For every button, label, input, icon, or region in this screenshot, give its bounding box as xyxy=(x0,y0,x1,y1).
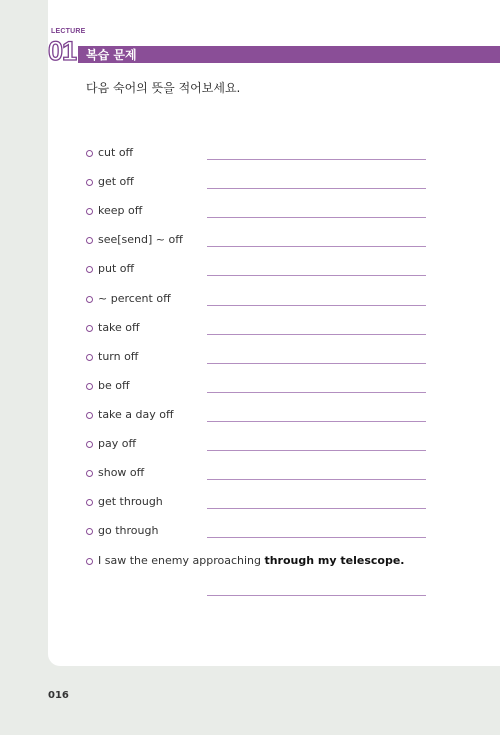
term-label: ~ percent off xyxy=(98,292,171,305)
term-label: cut off xyxy=(98,146,134,159)
term-label: get through xyxy=(98,495,163,508)
answer-line[interactable] xyxy=(207,421,426,422)
term-label: keep off xyxy=(98,204,143,217)
exercise-item xyxy=(86,437,446,455)
term-label: put off xyxy=(98,262,135,275)
bullet-icon xyxy=(86,325,93,332)
exercise-item xyxy=(86,524,446,542)
exercise-item xyxy=(86,204,446,222)
bullet-icon xyxy=(86,296,93,303)
sentence-text xyxy=(98,554,404,568)
term-label: take off xyxy=(98,321,140,334)
instruction-text: 다음 숙어의 뜻을 적어보세요. xyxy=(86,81,241,95)
answer-line[interactable] xyxy=(207,246,426,247)
bullet-icon xyxy=(86,412,93,419)
bullet-icon xyxy=(86,383,93,390)
bullet-icon xyxy=(86,499,93,506)
sentence-plain: I saw the enemy approaching xyxy=(98,554,265,567)
exercise-item xyxy=(86,233,446,251)
term-label: pay off xyxy=(98,437,137,450)
sentence-bold: through my telescope. xyxy=(264,554,405,567)
answer-line[interactable] xyxy=(207,450,426,451)
bullet-icon xyxy=(86,354,93,361)
sentence-item xyxy=(86,554,446,572)
title-bar xyxy=(78,46,500,63)
exercise-item xyxy=(86,466,446,484)
answer-line[interactable] xyxy=(207,537,426,538)
bullet-icon xyxy=(86,470,93,477)
answer-line[interactable] xyxy=(207,159,426,160)
page-number: 016 xyxy=(48,690,69,701)
exercise-item xyxy=(86,350,446,368)
bullet-icon xyxy=(86,558,93,565)
answer-line[interactable] xyxy=(207,392,426,393)
section-title: 복습 문제 xyxy=(86,48,137,62)
lecture-label: LECTURE xyxy=(51,28,86,35)
term-label: show off xyxy=(98,466,145,479)
bullet-icon xyxy=(86,441,93,448)
term-label: go through xyxy=(98,524,159,537)
answer-line[interactable] xyxy=(207,508,426,509)
answer-line[interactable] xyxy=(207,305,426,306)
term-label: be off xyxy=(98,379,130,392)
answer-line[interactable] xyxy=(207,479,426,480)
answer-line[interactable] xyxy=(207,275,426,276)
exercise-item xyxy=(86,379,446,397)
exercise-item xyxy=(86,262,446,280)
answer-line[interactable] xyxy=(207,188,426,189)
exercise-item xyxy=(86,175,446,193)
exercise-item xyxy=(86,495,446,513)
exercise-item xyxy=(86,321,446,339)
bullet-icon xyxy=(86,528,93,535)
bullet-icon xyxy=(86,208,93,215)
bullet-icon xyxy=(86,237,93,244)
term-label: get off xyxy=(98,175,134,188)
term-label: take a day off xyxy=(98,408,174,421)
answer-line[interactable] xyxy=(207,334,426,335)
term-label: turn off xyxy=(98,350,139,363)
exercise-item xyxy=(86,408,446,426)
exercise-item xyxy=(86,146,446,164)
term-label: see[send] ~ off xyxy=(98,233,183,246)
answer-line[interactable] xyxy=(207,217,426,218)
bullet-icon xyxy=(86,150,93,157)
bullet-icon xyxy=(86,179,93,186)
bullet-icon xyxy=(86,266,93,273)
answer-line[interactable] xyxy=(207,595,426,596)
lecture-number: 01 xyxy=(48,36,77,66)
exercise-item xyxy=(86,292,446,310)
answer-line[interactable] xyxy=(207,363,426,364)
